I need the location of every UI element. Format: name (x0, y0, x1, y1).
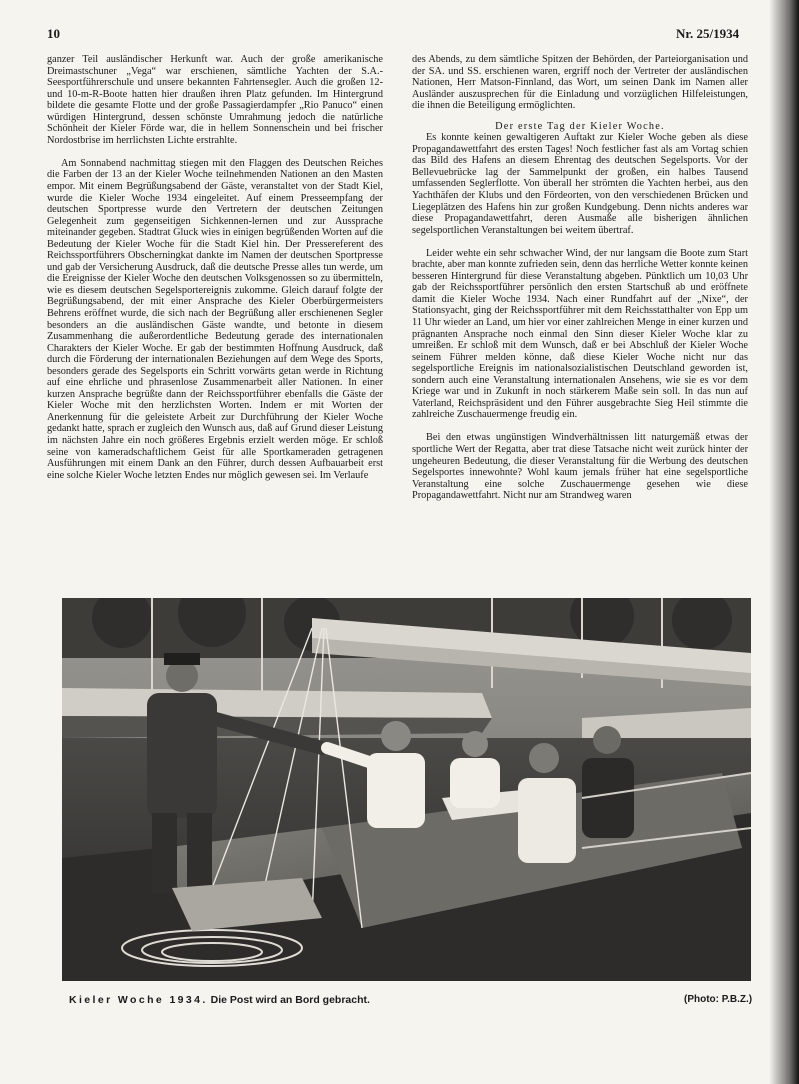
paragraph: des Abends, zu dem sämtliche Spitzen der Behörden, der Parteiorganisation und der SA. und SS. erschienen waren, ergriff noch der Vertreter der ausländischen Nationen, Herr Matson-Finnland, das Wort, um seinen Dank im Namen aller Ausländer auszusprechen für die Einladung und vorzüglichen Hilfeleistungen, die ihnen die Beteiligung ermöglichten. (412, 54, 748, 112)
photo-credit: (Photo: P.B.Z.) (684, 994, 753, 1005)
binding-gutter (769, 0, 799, 1084)
photo-caption (69, 994, 370, 1006)
caption-text: Die Post wird an Bord gebracht. (210, 994, 370, 1006)
paragraph: Am Sonnabend nachmittag stiegen mit den Flaggen des Deutschen Reiches die Farben der 13 an der Kieler Woche teilnehmenden Nationen an den Masten empor. Mit einem Begrüßungsabend der Gäste, veranstaltet von der Stadt Kiel, wurde die Kieler Woche 1934 eingeleitet. Auf einem Presseempfang der deutschen Sportpresse wurde den Vertretern der deutschen Zeitungen Gelegenheit zum gegenseitigen Sichkennen-lernen und zur Aussprache miteinander gegeben. Stadtrat Gluck wies in einigen begrüßenden Worten auf die Bedeutung der Kieler Woche für die Stadt Kiel hin. Der Pressereferent des Reichssportführers Obscherningkat dankte im Namen der deutschen Sportpresse und gab der Versicherung Ausdruck, daß die deutsche Presse alles tun werde, um die Ereignisse der Kieler Woche den deutschen Volksgenossen so zu übermitteln, wie es diesem deutschen Segelsportereignis zukomme. Gleich darauf folgte der Begrüßungsabend, der mit einer Ansprache des Kieler Oberbürgermeisters Behrens eröffnet wurde, die sich nach der Begrüßung aller erschienenen Segler besonders an die ausländischen Gäste wandte, und betonte in diesem Zusammenhang die außerordentliche Bedeutung gerade des internationalen Charakters der Kieler Woche. Er gab der bestimmten Hoffnung Ausdruck, daß durch die Förderung der internationalen Beziehungen auf dem Wege des Sports, besonders gerade des Segelsports ein Schritt vorwärts getan werde in Richtung auf eine ehrliche und phrasenlose Zusammenarbeit aller Nationen. In einer kurzen Ansprache begrüßte dann der Reichssportführer ebenfalls die Gäste der Kieler Woche mit den herzlichsten Worten. Indem er mit Worten der Anerkennung für die geleistete Arbeit zur Durchführung der Kieler Woche gedankt hatte, sprach er zugleich den Wunsch aus, daß auf Grund dieser Leistung im nächsten Jahre ein noch größeres Ergebnis erzielt werden möge. Er schloß seine von kameradschaftlichem Geist für alle Sportkameraden getragenen Ausführungen mit einem Dank an den Führer, durch dessen Aufbauarbeit erst eine solche Kieler Woche letzten Endes nur möglich gewesen sei. Im Verlaufe (47, 157, 383, 481)
section-heading: Der erste Tag der Kieler Woche. (495, 120, 665, 132)
issue-number: Nr. 25/1934 (676, 26, 740, 41)
paragraph: ganzer Teil ausländischer Herkunft war. Auch der große amerikanische Dreimastschuner „Vega“ war erschienen, sämtliche Yachten der S.A.-Seesportführerschule und unsere bekannten Fahrtensegler. Auch die großen 12- und 10-m-R-Boote hatten hier draußen ihren Platz gefunden. Im Hintergrund bildete die gesamte Flotte und der große Passagierdampfer „Rio Panuco“ einen würdigen Hintergrund, dessen schönste Umrahmung jedoch die natürliche Schönheit der Kieler Förde war, die in hellem Sonnenschein und bei frischer Nordostbrise im herrlichsten Lichte erstrahlte. (47, 54, 383, 146)
photograph-yacht-mail-delivery (62, 598, 751, 981)
paragraph: Es konnte keinen gewaltigeren Auftakt zur Kieler Woche geben als diese Propagandawettfahrt des ersten Tages! Noch festlicher fast als am Vortag schien das Bild des Hafens an diesem Ehrentag des deutschen Segelsports. Vor der Bellevuebrücke lag der Sammelpunkt der großen, ein halbes Tausend umfassenden Seglerflotte. Von überall her strömten die Yachten herbei, aus den Yachthäfen der Klubs und den Fördeorten, von den verschiedenen Brücken und Liegeplätzen des Hafens hin zur großen Kundgebung. Denn nichts anderes war diese Propagandawettfahrt, deren Ausmaße alle bisherigen ähnlichen segelsportlichen Veranstaltungen bei weitem übertraf. (412, 132, 748, 236)
right-column (412, 54, 748, 502)
paragraph: Leider wehte ein sehr schwacher Wind, der nur langsam die Boote zum Start brachte, aber man konnte zufrieden sein, denn das herrliche Wetter konnte keinen besseren Hintergrund für diese Veranstaltung abgeben. Pünktlich um 10,03 Uhr gab der Reichssportführer persönlich den ersten Startschuß ab und eröffnete damit die Kieler Woche 1934. Nach einer Rundfahrt auf der „Nixe“, der Stationsyacht, ging der Reichssportführer mit dem Reichsstatthalter von Epp um 11 Uhr wieder an Land, um hier vor einer zahlreichen Menge in einer kurzen und prägnanten Ansprache noch einmal den Sinn dieser Kieler Woche klar zu umreißen. Er schloß mit dem Wunsch, daß er bei Abschluß der Kieler Woche seinem Führer melden könne, daß diese Kieler Woche nicht nur das segelsportliche Ereignis im nationalsozialistischen Deutschland geworden ist, sondern auch eine Veranstaltung internationalen Ansehens, wie sie es vor dem Kriege war und in Zukunft in noch stärkerem Maße sein soll. In das nun auf Vaterland, Reichspräsident und den Führer ausgebrachte Sieg Heil stimmte die zahlreiche Zuschauermenge freudig ein. (412, 247, 748, 421)
paragraph: Bei den etwas ungünstigen Windverhältnissen litt naturgemäß etwas der sportliche Wert der Regatta, aber trat diese Tatsache nicht weit zurück hinter der ungeheuren Bedeutung, die dieser Veranstaltung für die Werbung des deutschen Segelsportes innewohnte? Wohl kaum jemals früher hat eine segelsportliche Veranstaltung eine solche Zuschauermenge gesehen wie diese Propagandawettfahrt. Nicht nur am Strandweg waren (412, 432, 748, 502)
caption-title: Kieler Woche 1934. (69, 994, 208, 1006)
left-column (47, 54, 383, 481)
page-number: 10 (47, 26, 60, 41)
